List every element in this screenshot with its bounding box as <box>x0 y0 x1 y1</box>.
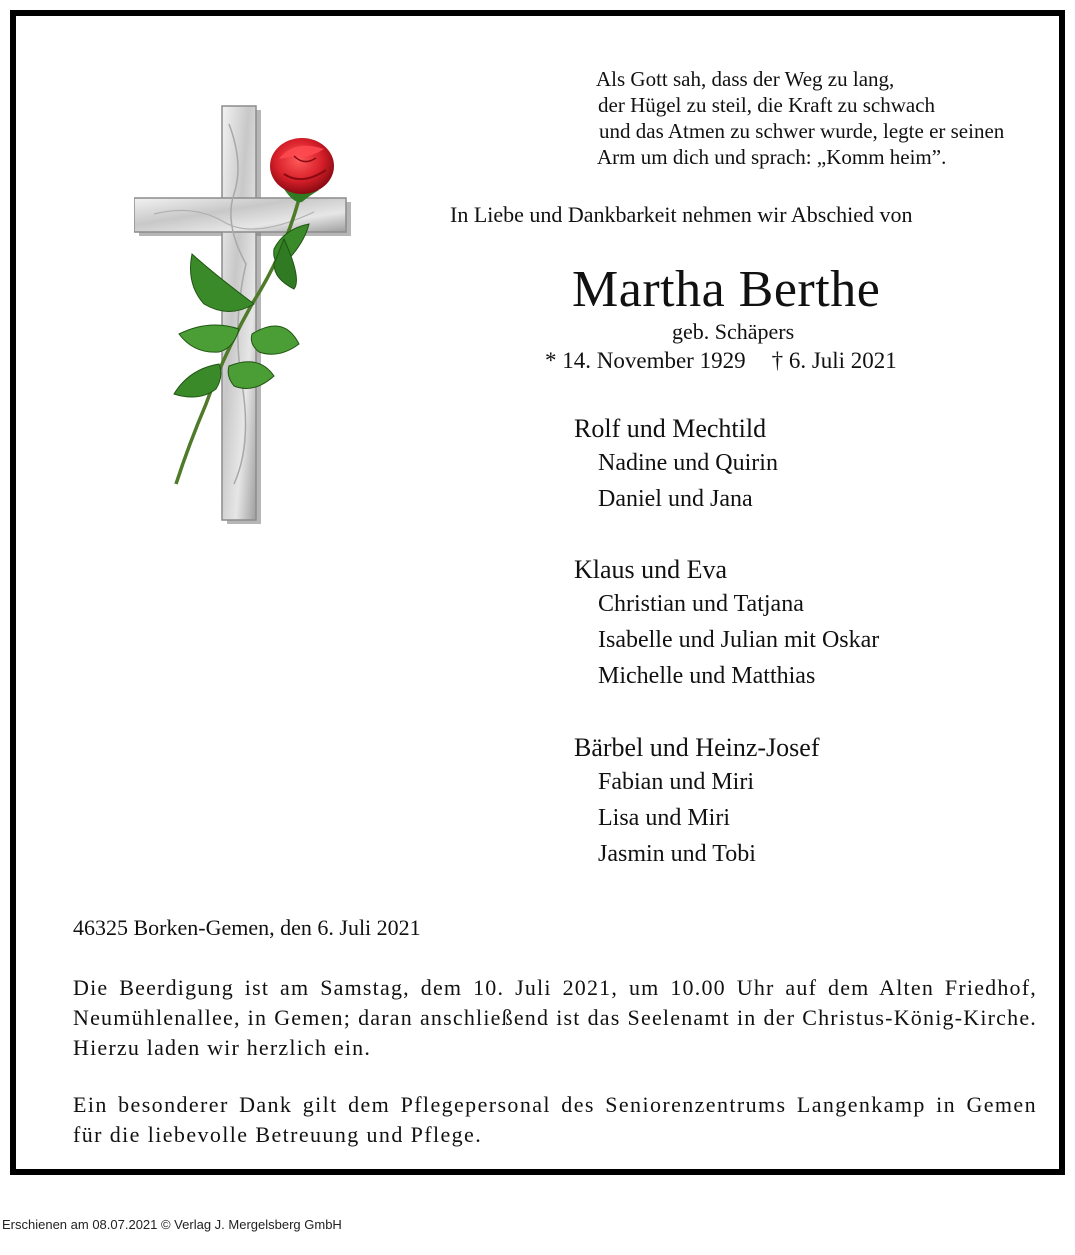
publication-footer: Erschienen am 08.07.2021 © Verlag J. Mergelsberg GmbH <box>2 1217 342 1232</box>
family-member: Lisa und Miri <box>598 805 730 831</box>
poem-line: der Hügel zu steil, die Kraft zu schwach <box>598 93 936 117</box>
family-group <box>574 413 778 517</box>
death-date: † 6. Juli 2021 <box>771 348 897 373</box>
family-member: Fabian und Miri <box>598 769 754 795</box>
poem-line: und das Atmen zu schwer wurde, legte er seinen <box>599 119 1005 143</box>
family-member: Nadine und Quirin <box>598 450 778 476</box>
family-member: Jasmin und Tobi <box>598 841 756 867</box>
poem <box>596 66 1004 170</box>
family-group <box>574 554 879 694</box>
family-member: Daniel und Jana <box>598 486 753 512</box>
family-member: Christian und Tatjana <box>598 591 804 617</box>
obituary-frame <box>10 10 1065 1175</box>
birth-name: geb. Schäpers <box>672 319 795 344</box>
place-date: 46325 Borken-Gemen, den 6. Juli 2021 <box>73 915 421 940</box>
family-member: Isabelle und Julian mit Oskar <box>598 627 880 653</box>
deceased-name: Martha Berthe <box>572 261 881 318</box>
poem-line: Als Gott sah, dass der Weg zu lang, <box>596 67 895 91</box>
family-head: Bärbel und Heinz-Josef <box>574 733 820 762</box>
funeral-text: Die Beerdigung ist am Samstag, dem 10. Juli 2021, um 10.00 Uhr auf dem Alten Friedhof, Neumühlenallee, in Gemen; daran anschließend ist das Seelenamt in der Christus-König-Kirche. Hierzu laden wir herzlich ein. <box>73 975 1037 1060</box>
family-member: Michelle und Matthias <box>598 663 816 689</box>
birth-date: * 14. November 1929 <box>545 348 746 373</box>
life-dates <box>545 348 897 374</box>
poem-line: Arm um dich und sprach: „Komm heim”. <box>597 145 947 169</box>
thanks-text: Ein besonderer Dank gilt dem Pflegepersonal des Seniorenzentrums Langenkamp in Gemen für die liebevolle Betreuung und Pflege. <box>73 1092 1037 1147</box>
family-head: Rolf und Mechtild <box>574 414 767 443</box>
cross-with-rose-icon <box>134 104 354 524</box>
family-head: Klaus und Eva <box>574 555 728 584</box>
family-group <box>574 732 819 872</box>
intro-text: In Liebe und Dankbarkeit nehmen wir Abschied von <box>450 202 913 227</box>
